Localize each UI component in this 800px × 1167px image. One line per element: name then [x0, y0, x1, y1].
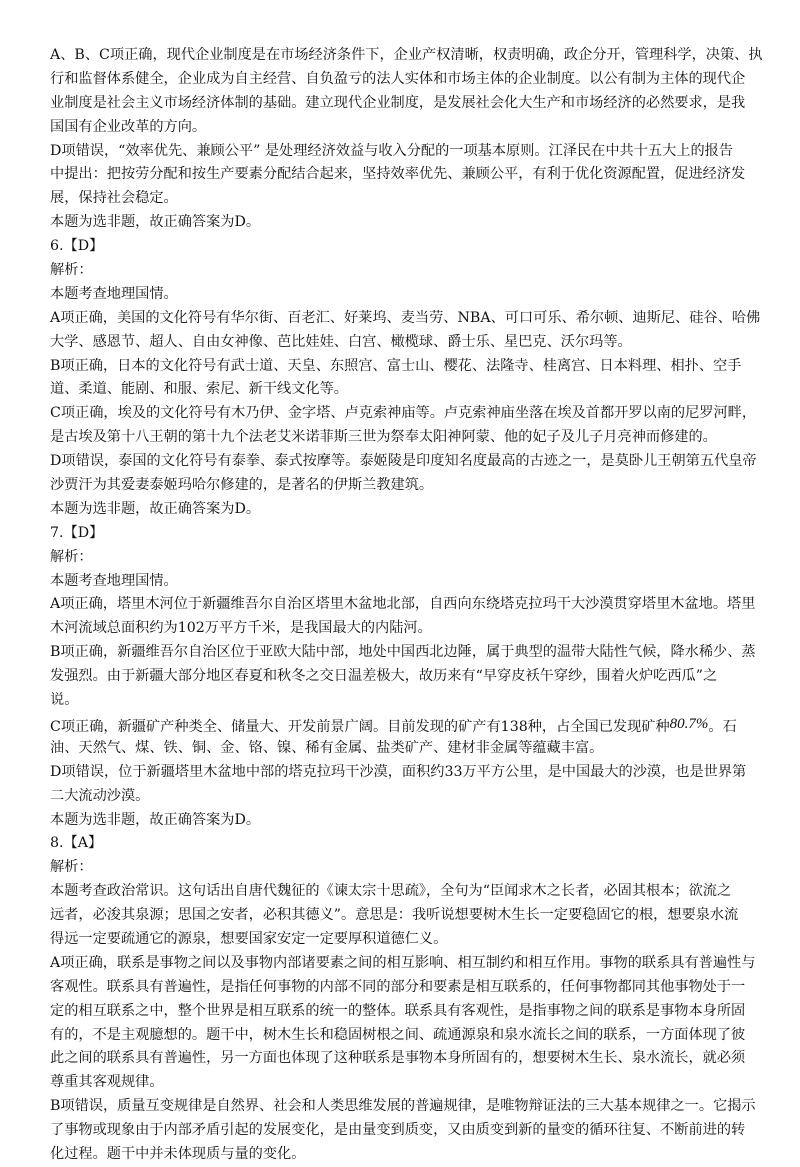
- text-line: 二大流动沙漠。: [50, 787, 150, 804]
- text-line: 本题考查政治常识。这句话出自唐代魏征的《谏太宗十思疏》，全句为“臣闻求木之长者，必固其根本；欲流之: [50, 883, 732, 900]
- text-line: 道、柔道、能剧、和服、索尼、新干线文化等。: [50, 381, 348, 398]
- text-line: 木河流域总面积约为102万平方千米，是我国最大的内陆河。: [50, 620, 432, 637]
- text-line: D项错误，位于新疆塔里木盆地中部的塔克拉玛干沙漠，面积约33万平方公里，是中国最大的沙漠，也是世界第: [50, 763, 747, 780]
- text-line: A项正确，美国的文化符号有华尔街、百老汇、好莱坞、麦当劳、NBA、可口可乐、希尔顿、迪斯尼、硅谷、哈佛: [50, 309, 761, 326]
- answer-line: 本题为选非题，故正确答案为D。: [50, 811, 261, 828]
- text-line: 了事物或现象由于内部矛盾引起的发展变化，是由量变到质变，又由质变到新的量变的循环往复、不断前进的转: [50, 1122, 746, 1139]
- text-line: 远者，必浚其泉源；思国之安者，必积其德义”。意思是：我听说想要树木生长一定要稳固它的根，想要泉水流: [50, 907, 739, 924]
- text-line: 客观性。联系具有普遍性，是指任何事物的内部不同的部分和要素是相互联系的，任何事物都同其他事物处于一: [50, 978, 746, 995]
- text-line: D项错误，泰国的文化符号有泰拳、泰式按摩等。泰姬陵是印度知名度最高的古迹之一，是莫卧儿王朝第五代皇帝: [50, 453, 757, 470]
- text-line: 业制度是社会主义市场经济体制的基础。建立现代企业制度，是发展社会化大生产和市场经济的必然要求，是我: [50, 94, 746, 111]
- analysis-label: 解析：: [50, 548, 93, 565]
- analysis-label: 解析：: [50, 262, 93, 279]
- text-line: D项错误，“效率优先、兼顾公平” 是处理经济效益与收入分配的一项基本原则。江泽民在中共十五大上的报告: [50, 142, 734, 159]
- answer-line: 本题为选非题，故正确答案为D。: [50, 500, 261, 517]
- text-line: 发强烈。由于新疆大部分地区春夏和秋冬之交日温差极大，故历来有“早穿皮袄午穿纱，围着火炉吃西瓜”之: [50, 668, 718, 685]
- answer-line: 本题为选非题，故正确答案为D。: [50, 214, 261, 231]
- text-line: 此之间的联系具有普遍性，另一方面也体现了这种联系是事物本身所固有的，想要树木生长、泉水流长，就必须: [50, 1050, 746, 1067]
- text-line: B项错误，质量互变规律是自然界、社会和人类思维发展的普遍规律，是唯物辩证法的三大基本规律之一。它揭示: [50, 1098, 756, 1115]
- question-heading: 7.【D】: [50, 524, 104, 541]
- text-line: 本题考查地理国情。: [50, 285, 178, 302]
- text-line: A项正确，联系是事物之间以及事物内部诸要素之间的相互影响、相互制约和相互作用。事物的联系具有普遍性与: [50, 954, 756, 971]
- text-line-with-percent: [50, 713, 772, 737]
- text-line: 有的，不是主观臆想的。题干中，树木生长和稳固树根之间、疏通源泉和泉水流长之间的联系，一方面体现了彼: [50, 1026, 746, 1043]
- text-line: 是古埃及第十八王朝的第十九个法老艾米诺菲斯三世为祭奉太阳神阿蒙、他的妃子及儿子月亮神而修建的。: [50, 429, 717, 446]
- text-line: 沙贾汗为其爱妻泰姬玛哈尔修建的，是著名的伊斯兰教建筑。: [50, 477, 434, 494]
- question-heading: 8.【A】: [50, 835, 103, 852]
- question-heading: 6.【D】: [50, 238, 104, 255]
- document-page: [50, 44, 772, 1167]
- text-line: 油、天然气、煤、铁、铜、金、铬、镍、稀有金属、盐类矿产、建材非金属等蕴藏丰富。: [50, 739, 604, 756]
- text-line: 国国有企业改革的方向。: [50, 118, 207, 135]
- text-segment: 。石: [708, 718, 737, 735]
- text-line: C项正确，埃及的文化符号有木乃伊、金字塔、卢克索神庙等。卢克索神庙坐落在埃及首都开罗以南的尼罗河畔，: [50, 405, 757, 422]
- percent-value: 80.7%: [669, 715, 709, 732]
- text-line: A、B、C项正确，现代企业制度是在市场经济条件下，企业产权清晰，权责明确，政企分开，管理科学，决策、执: [50, 47, 763, 63]
- text-line: 大学、感恩节、超人、自由女神像、芭比娃娃、白宫、橄榄球、爵士乐、星巴克、沃尔玛等。: [50, 333, 632, 350]
- text-line: 定的相互联系之中，整个世界是相互联系的统一的整体。联系具有客观性，是指事物之间的联系是事物本身所固: [50, 1002, 746, 1019]
- text-line: 中提出：把按劳分配和按生产要素分配结合起来，坚持效率优先、兼顾公平，有利于优化资源配置，促进经济发: [50, 166, 746, 183]
- text-line: 得远一定要疏通它的源泉，想要国家安定一定要厚积道德仁义。: [50, 930, 448, 947]
- text-line: 展，保持社会稳定。: [50, 190, 178, 207]
- analysis-label: 解析：: [50, 859, 93, 876]
- text-line: 本题考查地理国情。: [50, 572, 178, 589]
- text-line: 行和监督体系健全，企业成为自主经营、自负盈亏的法人实体和市场主体的企业制度。以公有制为主体的现代企: [50, 70, 746, 87]
- text-line: 说。: [50, 692, 79, 709]
- text-line: B项正确，新疆维吾尔自治区位于亚欧大陆中部，地处中国西北边陲，属于典型的温带大陆性气候，降水稀少、蒸: [50, 644, 756, 661]
- text-line: B项正确，日本的文化符号有武士道、天皇、东照宫、富士山、樱花、法隆寺、桂离宫、日本料理、相扑、空手: [50, 357, 742, 374]
- text-line: 化过程。题干中并未体现质与量的变化。: [50, 1145, 306, 1162]
- text-segment: C项正确，新疆矿产种类全、储量大、开发前景广阔。目前发现的矿产有138种，占全国已发现矿种: [50, 718, 670, 735]
- text-line: 尊重其客观规律。: [50, 1074, 164, 1091]
- text-line: A项正确，塔里木河位于新疆维吾尔自治区塔里木盆地北部，自西向东绕塔克拉玛干大沙漠贯穿塔里木盆地。塔里: [50, 596, 756, 613]
